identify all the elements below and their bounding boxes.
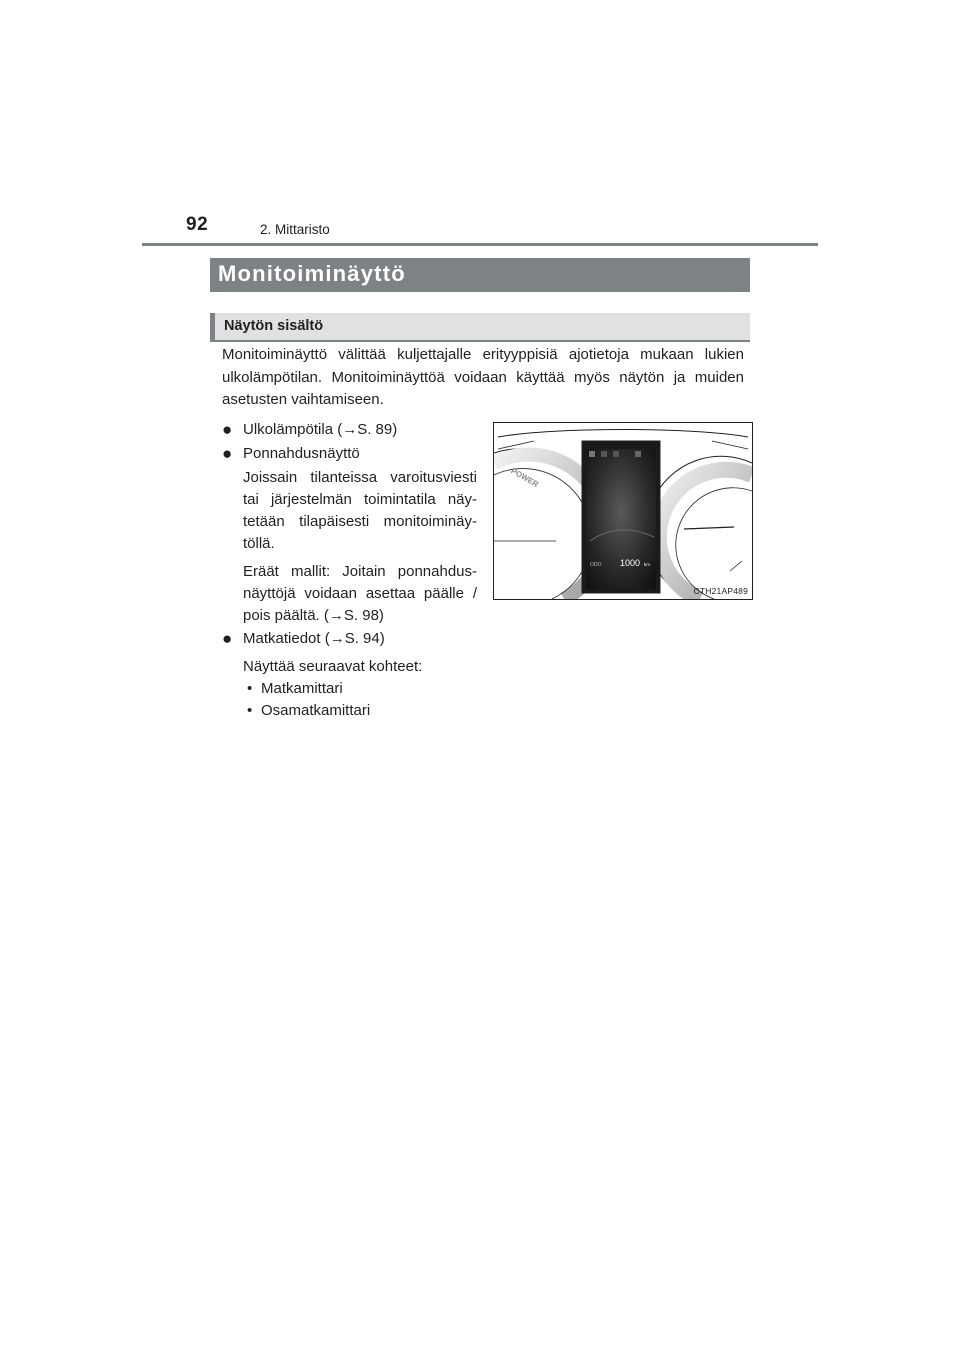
page-number: 92 <box>186 214 209 235</box>
instrument-cluster-figure <box>493 422 753 600</box>
bullet-text: Matkatiedot (→S. 94) <box>243 630 385 647</box>
list-bullet: • <box>247 702 253 719</box>
chapter-title: 2. Mittaristo <box>260 222 330 237</box>
trip-info-description: Näyttää seuraavat kohteet: <box>243 658 423 675</box>
list-item <box>247 700 447 722</box>
section-title: Monitoiminäyttö <box>218 261 406 286</box>
odometer-value: 1000 <box>620 558 641 568</box>
list-item-text: Matkamittari <box>261 680 343 697</box>
subsection-divider <box>210 340 750 342</box>
subsection-bar <box>210 313 750 340</box>
bullet-text: Ponnahdusnäyttö <box>243 445 360 462</box>
odometer-unit: km <box>644 562 650 567</box>
bullet-dot: ● <box>222 444 233 463</box>
odo-label: ODO <box>590 562 602 568</box>
bullet-dot: ● <box>222 629 233 648</box>
bullet-trip-info <box>222 628 482 650</box>
bullet-outdoor-temp <box>222 419 482 441</box>
cluster-illustration <box>494 423 752 599</box>
popup-settings-note: Eräät mallit: Joitain ponnahdus-näyttöjä voidaan asettaa päälle / pois päältä. (→S. 98) <box>243 563 477 624</box>
subsection-accent <box>210 313 215 340</box>
power-label: POWER <box>509 466 541 490</box>
list-item-text: Osamatkamittari <box>261 702 371 719</box>
bullet-dot: ● <box>222 420 233 439</box>
list-bullet: • <box>247 680 253 697</box>
list-item <box>247 678 447 700</box>
popup-description: Joissain tilanteissa varoitusviesti tai järjestelmän toimintatila näy-tetään tilapäisesti monitoiminäy-töllä. <box>243 469 477 552</box>
intro-paragraph: Monitoiminäyttö välittää kuljettajalle erityyppisiä ajotietoja mukaan lukien ulkolämpötilan. Monitoiminäyttöä voidaan käyttää myös näytön ja muiden asetusten vaihtamiseen. <box>222 346 744 408</box>
bullet-popup <box>222 443 482 465</box>
header-divider <box>142 243 818 246</box>
figure-code: CTH21AP489 <box>693 586 748 596</box>
subsection-title: Näytön sisältö <box>224 318 324 334</box>
section-title-bar <box>210 258 750 292</box>
bullet-text: Ulkolämpötila (→S. 89) <box>243 421 398 438</box>
